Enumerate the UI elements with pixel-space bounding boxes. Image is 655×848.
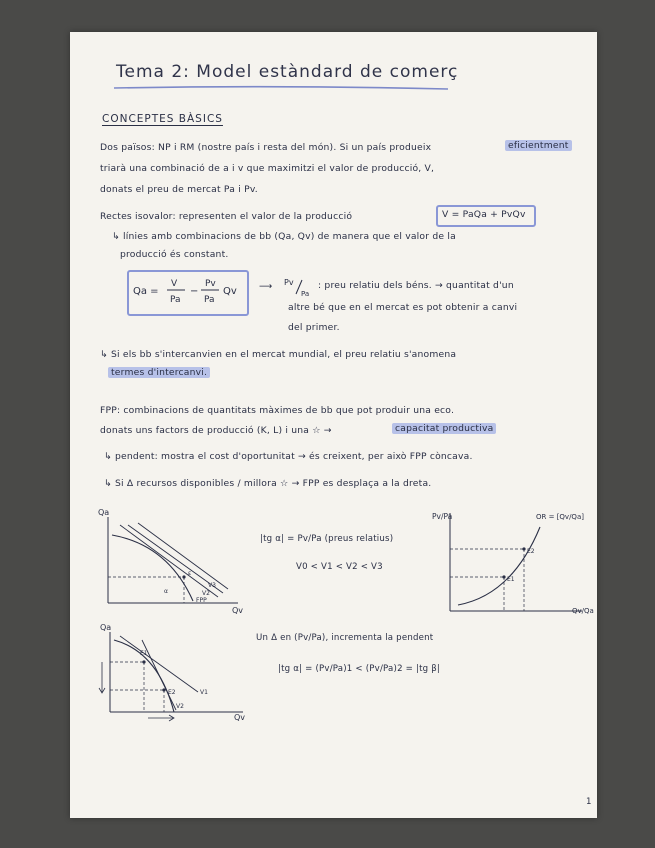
g1-xlabel: Qv — [232, 606, 244, 615]
text-line-11: ↳ Si Δ recursos disponibles / millora ☆ → FPP es desplaça a la dreta. — [104, 478, 432, 489]
svg-text:Pa: Pa — [204, 295, 215, 305]
svg-text:Pa: Pa — [301, 290, 310, 298]
relative-price-symbol — [283, 275, 313, 299]
svg-text:FPP: FPP — [196, 597, 207, 604]
text-line-10: ↳ pendent: mostra el cost d'oportunitat → és creixent, per això FPP còncava. — [104, 451, 473, 462]
svg-text:ε: ε — [188, 570, 192, 577]
svg-text:Pa: Pa — [170, 295, 181, 305]
highlight-termes: termes d'intercanvi. — [108, 367, 210, 378]
page-title: Tema 2: Model estàndard de comerç — [116, 62, 459, 82]
g1-eq2: V0 < V1 < V2 < V3 — [296, 562, 383, 572]
svg-text:V: V — [171, 279, 178, 289]
g2-curve-label: OR = [Qv/Qa] — [536, 513, 584, 521]
text-line-9: donats uns factors de producció (K, L) i una ☆ → — [100, 425, 332, 436]
text-line-3: donats el preu de mercat Pa i Pv. — [100, 184, 258, 195]
g1-eq1: |tg α| = Pv/Pa (preus relatius) — [260, 534, 394, 544]
isovalor-equation: V = PaQa + PvQv — [442, 209, 526, 220]
highlight-capacitat: capacitat productiva — [392, 423, 496, 434]
svg-text:E2: E2 — [527, 548, 535, 555]
svg-text:−: − — [190, 286, 199, 297]
formula-arrow: ⟶ — [259, 281, 273, 292]
g3-ylabel: Qa — [100, 623, 112, 632]
text-line-2: triarà una combinació de a i v que maximitzi el valor de producció, V, — [100, 163, 435, 174]
text-line-4: Rectes isovalor: representen el valor de la producció — [100, 211, 353, 222]
highlight-eficientment: eficientment — [505, 140, 572, 151]
text-line-8: FPP: combinacions de quantitats màximes de bb que pot produir una eco. — [100, 405, 455, 416]
svg-text:E1: E1 — [507, 576, 515, 583]
text-line-1a: Dos països: NP i RM (nostre país i resta del món). Si un país produeix — [100, 142, 432, 153]
text-line-6: producció és constant. — [120, 249, 229, 260]
graph-isovalor-fpp — [98, 505, 248, 615]
relative-price-1: : preu relatiu dels béns. → quantitat d'un — [318, 280, 514, 291]
svg-text:Qa =: Qa = — [133, 286, 159, 297]
svg-text:α: α — [164, 588, 168, 595]
graph-price-change — [98, 622, 253, 722]
g3-eq1: Un Δ en (Pv/Pa), incrementa la pendent — [256, 633, 434, 643]
svg-text:E1: E1 — [140, 650, 148, 657]
page-number: 1 — [586, 797, 592, 807]
g3-xlabel: Qv — [234, 713, 246, 722]
svg-text:Pv: Pv — [205, 279, 216, 289]
relative-price-3: del primer. — [288, 322, 340, 333]
g2-xlabel: Qv/Qa — [572, 607, 594, 615]
svg-text:V2: V2 — [202, 590, 210, 597]
text-line-5: ↳ línies amb combinacions de bb (Qa, Qv) de manera que el valor de la — [112, 231, 456, 242]
svg-text:E2: E2 — [168, 689, 176, 696]
title-underline — [112, 84, 452, 92]
svg-text:Qv: Qv — [223, 286, 237, 297]
graph-relative-supply — [432, 505, 597, 625]
svg-text:V3: V3 — [208, 582, 216, 589]
section-heading: CONCEPTES BÀSICS — [102, 113, 223, 125]
relative-price-2: altre bé que en el mercat es pot obtenir a canvi — [288, 302, 518, 313]
svg-text:Pv: Pv — [284, 278, 294, 287]
g3-eq2: |tg α| = (Pv/Pa)1 < (Pv/Pa)2 = |tg β| — [278, 664, 441, 674]
g2-ylabel: Pv/Pa — [432, 512, 453, 521]
formula — [131, 273, 245, 311]
g1-ylabel: Qa — [98, 508, 110, 517]
svg-text:V2: V2 — [176, 703, 184, 710]
text-line-7: ↳ Si els bb s'intercanvien en el mercat mundial, el preu relatiu s'anomena — [100, 349, 457, 360]
svg-text:V1: V1 — [200, 689, 208, 696]
